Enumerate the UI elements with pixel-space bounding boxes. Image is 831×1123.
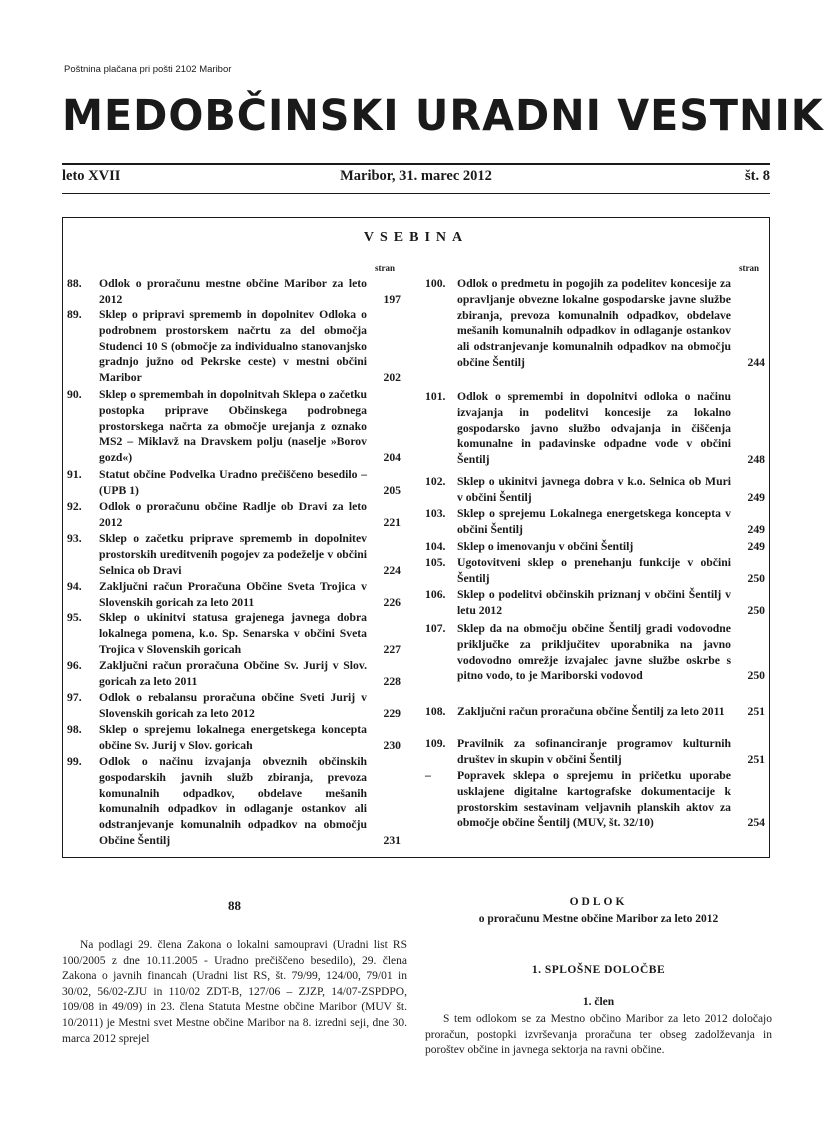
issue-year: leto XVII (62, 168, 121, 184)
toc-entry-number: 94. (67, 580, 82, 593)
toc-entry[interactable] (67, 387, 401, 466)
toc-entry-page: 221 (383, 515, 401, 529)
toc-entry-page: 249 (747, 522, 765, 536)
toc-entry-title: Sklep o pripravi sprememb in dopolnitev Odloka o podrobnem prostorskem načrtu za del območja Studenci 10 S (območje za individualno stanovanjsko gradnjo južno od Pekrske ceste) v mestni občini Maribor (99, 308, 367, 385)
toc-entry-page: 202 (383, 371, 401, 385)
toc-entry-page: 250 (747, 669, 765, 683)
masthead-title: MEDOBČINSKI URADNI VESTNIK (62, 92, 824, 141)
postage-note: Poštnina plačana pri pošti 2102 Maribor (64, 64, 232, 75)
toc-entry-number: 107. (425, 622, 446, 635)
article-preamble: Na podlagi 29. člena Zakona o lokalni samoupravi (Uradni list RS 100/2005 z dne 10.11.2005 - Uradno prečiščeno besedilo), 29. člena Zakona o javnih financah (Uradni list RS, št. 79/99, 124/00, 79/01 in 30/02, 56/02-ZJU in 110/02 ZDT-B, 127/06 – ZJZP, 14/07-ZSPDPO, 109/08 in 49/09) in 23. člena Statuta Mestne občine Maribor (MUV št. 10/2011) je Mestni svet Mestne občine Maribor na 8. izredni seji, dne 30. marca 2012 sprejel (62, 939, 407, 1045)
toc-entry-page: 226 (383, 595, 401, 609)
toc-entry-title: Odlok o predmetu in pogojih za podelitev koncesije za opravljanje obvezne lokalne gospodarske javne službe zbiranja, prevoza komunalnih odpadkov, obdelave mešanih komunalnih odpadkov in odlaganje ostankov ali odstranjevanje komunalnih odpadkov na območju občine Šentilj (457, 277, 731, 369)
toc-entry-title: Sklep o sprejemu Lokalnega energetskega koncepta v občini Šentilj (457, 507, 731, 536)
toc-entry-number: – (425, 769, 431, 782)
toc-entry-page: 250 (747, 603, 765, 617)
toc-entry-title: Odlok o rebalansu proračuna občine Sveti Jurij v Slovenskih goricah za leto 2012 (99, 691, 367, 720)
toc-entry-title: Odlok o proračunu mestne občine Maribor za leto 2012 (99, 277, 367, 306)
toc-entry-page: 244 (747, 355, 765, 369)
toc-entry-number: 96. (67, 659, 82, 672)
issue-number: št. 8 (745, 168, 770, 184)
toc-entry-number: 106. (425, 588, 446, 601)
toc-entry-number: 97. (67, 691, 82, 704)
header-rule-top (62, 163, 770, 165)
toc-entry-page: 227 (383, 642, 401, 656)
toc-entry-title: Zaključni račun proračuna Občine Sv. Jurij v Slov. goricah za leto 2011 (99, 659, 367, 688)
toc-entry[interactable] (425, 539, 765, 555)
odlok-title: ODLOK (569, 896, 628, 908)
page-column-label-left: stran (375, 263, 395, 273)
toc-entry-number: 100. (425, 277, 446, 290)
toc-entry-page: 231 (383, 833, 401, 847)
contents-title: VSEBINA (363, 230, 469, 245)
toc-entry-number: 105. (425, 556, 446, 569)
toc-entry-title: Ugotovitveni sklep o prenehanju funkcije v občini Šentilj (457, 556, 731, 585)
article-clause-heading: 1. člen (582, 996, 615, 1008)
toc-entry[interactable] (425, 474, 765, 506)
toc-entry-page: 204 (383, 451, 401, 465)
toc-entry-title: Sklep o sprejemu lokalnega energetskega koncepta občine Sv. Jurij v Slov. goricah (99, 723, 367, 752)
toc-entry-page: 228 (383, 674, 401, 688)
toc-entry-page: 250 (747, 571, 765, 585)
toc-entry[interactable] (67, 531, 401, 578)
toc-entry-page: 249 (747, 490, 765, 504)
toc-entry[interactable] (425, 768, 765, 831)
toc-entry[interactable] (67, 690, 401, 722)
toc-entry-page: 251 (747, 752, 765, 766)
toc-entry-page: 254 (747, 816, 765, 830)
toc-entry[interactable] (67, 754, 401, 849)
toc-entry[interactable] (425, 506, 765, 538)
toc-entry-page: 205 (383, 483, 401, 497)
toc-entry-number: 104. (425, 540, 446, 553)
toc-entry[interactable] (425, 587, 765, 619)
contents-box (62, 217, 770, 858)
toc-entry[interactable] (67, 499, 401, 531)
toc-entry-number: 98. (67, 723, 82, 736)
article-clause-text: S tem odlokom se za Mestno občino Maribor za leto 2012 določajo proračun, postopki izvrševanja proračuna ter obseg zadolževanja in poroštev občine in javnega sektorja na ravni občine. (425, 1013, 772, 1057)
toc-entry[interactable] (67, 658, 401, 690)
toc-entry-number: 109. (425, 737, 446, 750)
toc-entry[interactable] (67, 276, 401, 308)
toc-entry-title: Sklep o spremembah in dopolnitvah Sklepa o začetku postopka priprave Občinskega podrobnega prostorskega načrta za območje urejanja z oznako MS2 – Miklavž na Dravskem polju (naselje »Borov gozd«) (99, 388, 367, 465)
page-column-label-right: stran (739, 263, 759, 273)
section-heading: 1. SPLOŠNE DOLOČBE (531, 964, 666, 976)
toc-entry-number: 101. (425, 390, 446, 403)
toc-entry-title: Sklep da na območju občine Šentilj gradi vodovodne priključke za priključitev uporabnika na javno vodovodno omrežje izvajalec javne službe oskrbe s pitno vodo, to je Mariborski vodovod (457, 622, 731, 683)
toc-entry-title: Odlok o spremembi in dopolnitvi odloka o načinu izvajanja in podelitvi koncesije za lokalno gospodarsko javno službo odvajanja in čiščenja komunalne in padavinske odpadne vode v občini Šentilj (457, 390, 731, 467)
article-number: 88 (228, 898, 241, 913)
toc-entry[interactable] (425, 389, 765, 468)
toc-entry-number: 102. (425, 475, 446, 488)
toc-entry-number: 89. (67, 308, 82, 321)
toc-entry-number: 90. (67, 388, 82, 401)
toc-entry-title: Sklep o imenovanju v občini Šentilj (457, 540, 634, 553)
toc-entry-page: 248 (747, 453, 765, 467)
toc-entry-number: 95. (67, 611, 82, 624)
toc-entry-title: Statut občine Podvelka Uradno prečiščeno besedilo – (UPB 1) (99, 468, 367, 497)
toc-entry[interactable] (425, 276, 765, 371)
header-rule-bottom (62, 193, 770, 194)
toc-entry[interactable] (67, 307, 401, 386)
toc-entry-title: Popravek sklepa o sprejemu in pričetku uporabe usklajene digitalne kartografske dokumentacije k prostorskim sestavinam veljavnih planskih aktov za območje občine Šentilj (MUV, št. 32/10) (457, 769, 731, 830)
toc-entry-number: 93. (67, 532, 82, 545)
toc-entry-title: Odlok o proračunu občine Radlje ob Dravi za leto 2012 (99, 500, 367, 529)
toc-entry-number: 88. (67, 277, 82, 290)
toc-entry-title: Sklep o začetku priprave sprememb in dopolnitev prostorskih ureditvenih pogojev za podeželje v občini Selnica ob Dravi (99, 532, 367, 577)
toc-entry[interactable] (67, 610, 401, 657)
toc-entry-title: Odlok o načinu izvajanja obveznih občinskih gospodarskih javnih služb zbiranja, prevoza komunalnih odpadkov, obdelave mešanih komunalnih odpadkov in odlaganje ostankov ali odstranjevanje komunalnih odpadkov na območju Občine Šentilj (99, 755, 367, 847)
toc-entry-number: 108. (425, 705, 446, 718)
toc-entry-number: 91. (67, 468, 82, 481)
toc-entry[interactable] (425, 621, 765, 684)
odlok-subtitle: o proračunu Mestne občine Maribor za leto 2012 (478, 913, 719, 925)
toc-entry[interactable] (67, 467, 401, 499)
toc-entry-title: Zaključni račun proračuna občine Šentilj za leto 2011 (457, 705, 725, 718)
toc-entry-number: 103. (425, 507, 446, 520)
toc-entry-page: 249 (747, 540, 765, 553)
issue-place-date: Maribor, 31. marec 2012 (340, 168, 492, 184)
toc-entry-page: 224 (383, 563, 401, 577)
toc-entry-title: Sklep o ukinitvi javnega dobra v k.o. Selnica ob Muri v občini Šentilj (457, 475, 731, 504)
toc-entry-page: 230 (383, 738, 401, 752)
toc-entry-title: Sklep o podelitvi občinskih priznanj v občini Šentilj v letu 2012 (457, 588, 731, 617)
toc-entry[interactable] (425, 555, 765, 587)
issue-row (62, 168, 770, 188)
toc-entry[interactable] (425, 736, 765, 768)
toc-entry-page: 197 (383, 292, 401, 306)
toc-entry[interactable] (425, 704, 765, 720)
toc-entry-title: Zaključni račun Proračuna Občine Sveta Trojica v Slovenskih goricah za leto 2011 (99, 580, 367, 609)
toc-entry-page: 229 (383, 706, 401, 720)
toc-entry-number: 92. (67, 500, 82, 513)
toc-entry[interactable] (67, 722, 401, 754)
toc-entry-page: 251 (747, 705, 765, 718)
toc-entry-title: Pravilnik za sofinanciranje programov kulturnih društev in skupin v občini Šentilj (457, 737, 731, 766)
toc-entry-number: 99. (67, 755, 82, 768)
toc-entry-title: Sklep o ukinitvi statusa grajenega javnega dobra lokalnega pomena, k.o. Sp. Senarska v občini Sveta Trojica v Slovenskih goricah (99, 611, 367, 656)
toc-entry[interactable] (67, 579, 401, 611)
